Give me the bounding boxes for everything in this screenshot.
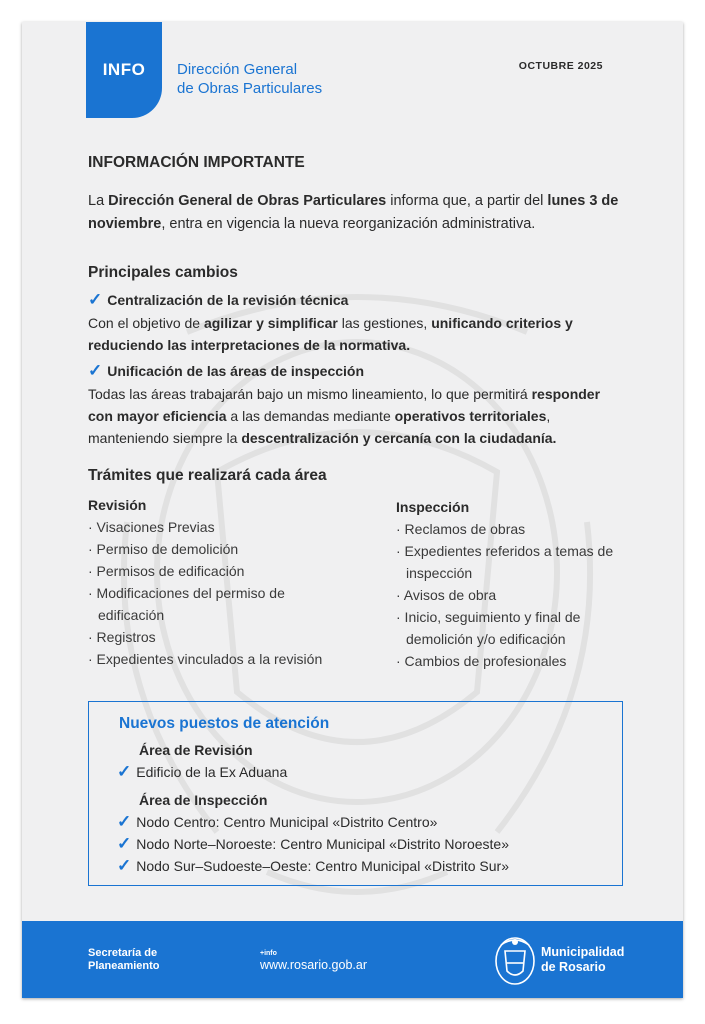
list-item: · Expedientes vinculados a la revisión	[88, 651, 323, 667]
inspection-heading: Inspección	[396, 499, 470, 515]
change-2-label: Unificación de las áreas de inspección	[107, 363, 365, 379]
change-2-text-b: responder con mayor eficiencia	[88, 386, 601, 424]
change-2-title	[88, 360, 628, 382]
revision-heading: Revisión	[88, 497, 147, 513]
list-item: · Reclamos de obras	[396, 521, 526, 537]
change-2-text	[88, 383, 628, 449]
change-1-title	[88, 289, 628, 311]
inspection-area-heading	[139, 792, 267, 808]
org-line-1: Dirección General	[177, 61, 298, 78]
change-1-text	[88, 312, 628, 356]
place-3-label: Nodo Sur–Sudoeste–Oeste: Centro Municipal «Distrito Sur»	[136, 858, 509, 874]
procedures-title: Trámites que realizará cada área	[88, 467, 327, 484]
revision-area-heading	[139, 742, 253, 758]
municipality-line-1: Municipalidad	[541, 945, 625, 959]
footer-bar	[22, 921, 683, 998]
secretaria-line-2: Planeamiento	[88, 960, 160, 972]
list-item: · Modificaciones del permiso de edificación	[88, 585, 285, 623]
list-item: · Registros	[88, 629, 156, 645]
changes-title: Principales cambios	[88, 264, 238, 281]
org-line-2: de Obras Particulares	[177, 80, 323, 97]
change-2-text-d: operativos territoriales	[394, 408, 547, 424]
intro-paragraph	[88, 190, 628, 236]
info-sheet	[22, 22, 683, 998]
change-1-text-a: Con el objetivo de	[88, 315, 204, 331]
list-item: · Inicio, seguimiento y final de demolición y/o edificación	[396, 609, 581, 647]
secretaria-line-1: Secretaría de	[88, 947, 158, 959]
change-1-text-b: agilizar y simplificar	[203, 315, 338, 331]
list-item: · Expedientes referidos a temas de inspección	[396, 543, 614, 581]
place-1-label: Nodo Centro: Centro Municipal «Distrito Centro»	[136, 814, 438, 830]
list-item: · Avisos de obra	[396, 587, 497, 603]
list-item: · Permiso de demolición	[88, 541, 239, 557]
intro-text-2: Dirección General de Obras Particulares	[108, 193, 387, 209]
revision-place-label: Edificio de la Ex Aduana	[136, 764, 288, 780]
check-icon: ✓	[117, 834, 132, 853]
secretaria-label	[88, 947, 160, 973]
inspection-column	[396, 496, 626, 672]
check-icon: ✓	[117, 812, 132, 831]
inspection-place-2	[117, 834, 509, 854]
revision-column	[88, 494, 368, 670]
inspection-place-3	[117, 856, 509, 876]
check-icon: ✓	[117, 856, 132, 875]
inspection-place-1	[117, 812, 437, 832]
revision-place	[117, 762, 287, 782]
revision-area-label: Área de Revisión	[139, 742, 253, 758]
change-2-text-a: Todas las áreas trabajarán bajo un mismo lineamiento, lo que permitirá	[88, 386, 532, 402]
service-points-title: Nuevos puestos de atención	[119, 715, 330, 732]
place-2-label: Nodo Norte–Noroeste: Centro Municipal «Distrito Noroeste»	[136, 836, 509, 852]
website-link[interactable]: www.rosario.gob.ar	[260, 958, 367, 972]
municipality-line-2: de Rosario	[541, 960, 606, 974]
municipality-label	[541, 945, 624, 975]
organization-name	[177, 60, 322, 98]
important-title: INFORMACIÓN IMPORTANTE	[88, 154, 305, 171]
inspection-area-label: Área de Inspección	[139, 792, 268, 808]
info-tab	[86, 22, 162, 118]
issue-date: OCTUBRE 2025	[518, 60, 603, 72]
change-2-text-f: descentralización y cercanía con la ciudadanía.	[241, 430, 557, 446]
change-2-text-e: , manteniendo siempre la	[88, 408, 551, 446]
list-item: · Permisos de edificación	[88, 563, 245, 579]
check-icon: ✓	[117, 762, 132, 781]
info-tab-label: INFO	[102, 60, 146, 79]
intro-text-4: lunes 3 de noviembre	[88, 193, 619, 232]
intro-text-1: La	[88, 193, 109, 209]
list-item: · Cambios de profesionales	[396, 653, 567, 669]
change-1-text-d: unificando criterios y reduciendo las interpretaciones de la normativa.	[88, 315, 573, 353]
more-info-label: +info	[260, 950, 277, 957]
change-2-text-c: a las demandas mediante	[226, 408, 395, 424]
list-item: · Visaciones Previas	[88, 519, 215, 535]
check-icon: ✓	[88, 361, 103, 380]
check-icon: ✓	[88, 290, 103, 309]
change-1-text-c: las gestiones,	[337, 315, 432, 331]
rosario-shield-icon	[493, 933, 537, 987]
intro-text-5: , entra en vigencia la nueva reorganización administrativa.	[161, 216, 536, 232]
intro-text-3: informa que, a partir del	[386, 193, 548, 209]
service-points-box	[88, 701, 623, 886]
change-1-label: Centralización de la revisión técnica	[107, 292, 349, 308]
